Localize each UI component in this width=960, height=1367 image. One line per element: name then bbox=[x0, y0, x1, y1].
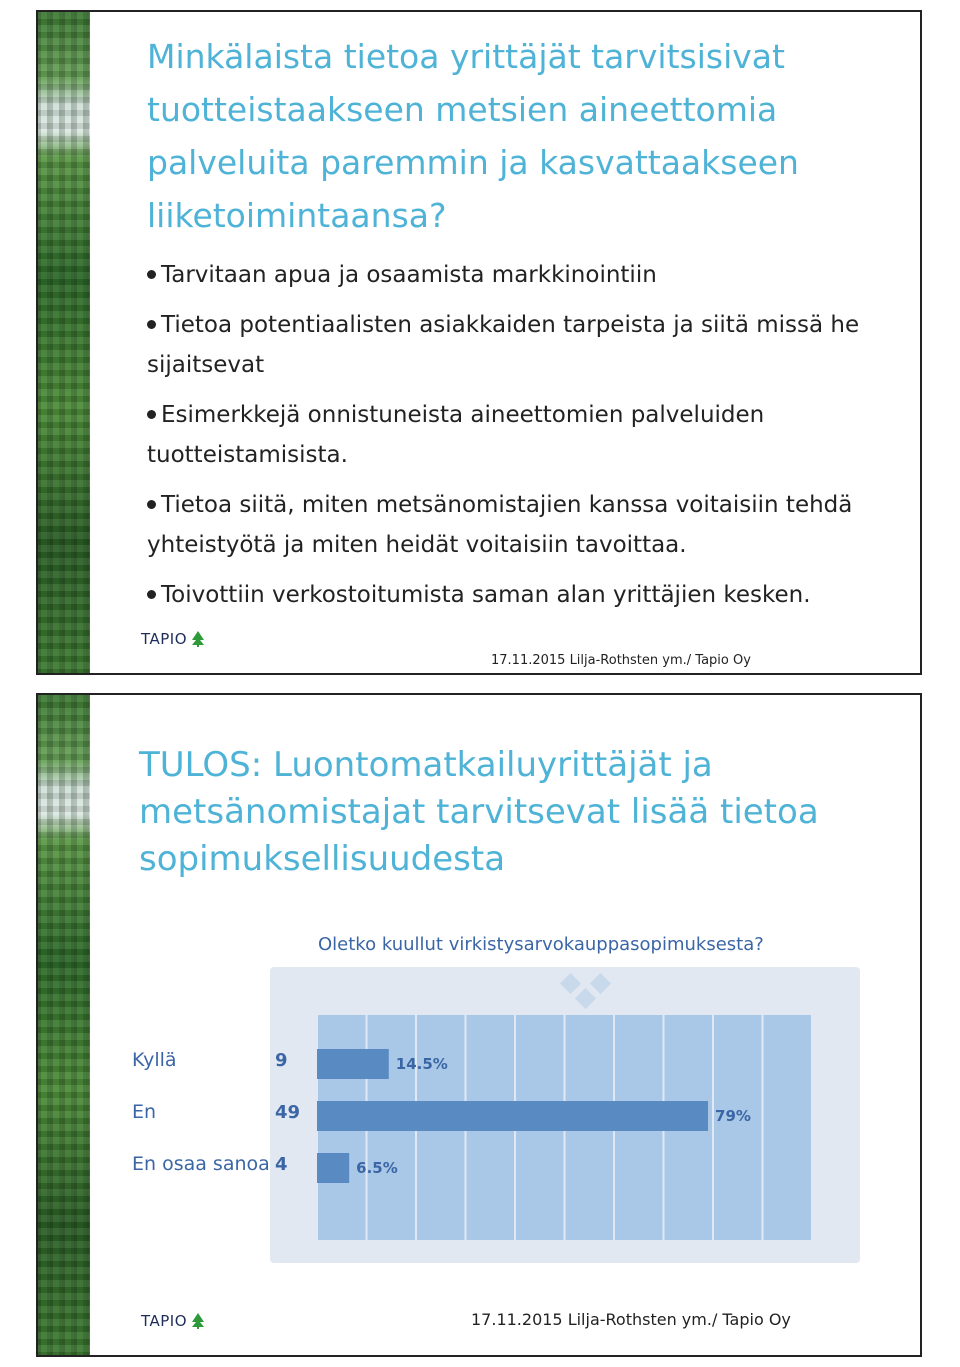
bullet-item: Tietoa potentiaalisten asiakkaiden tarpeista ja siitä missä he sijaitsevat bbox=[147, 312, 860, 378]
bar bbox=[317, 1049, 389, 1079]
category-label: En bbox=[132, 1101, 157, 1123]
bullet-item: Toivottiin verkostoitumista saman alan yrittäjien kesken. bbox=[147, 575, 907, 615]
bullet-list bbox=[147, 255, 907, 625]
tapio-logo bbox=[141, 630, 205, 648]
data-label: 14.5% bbox=[395, 1055, 448, 1073]
slide-2 bbox=[36, 693, 922, 1357]
tapio-logo bbox=[141, 1312, 205, 1330]
logo-text: TAPIO bbox=[141, 630, 188, 648]
diamond-decoration bbox=[590, 973, 611, 994]
grid-column bbox=[714, 1015, 762, 1240]
count-label: 49 bbox=[275, 1102, 301, 1123]
bullet-dot-icon bbox=[147, 320, 156, 329]
bar bbox=[317, 1101, 708, 1131]
slide-1 bbox=[36, 10, 922, 675]
bullet-item: Tietoa siitä, miten metsänomistajien kanssa voitaisiin tehdä yhteistyötä ja miten heidät voitaisiin tavoittaa. bbox=[147, 492, 853, 558]
diamond-decoration bbox=[575, 988, 596, 1009]
logo-text: TAPIO bbox=[141, 1312, 188, 1330]
forest-image bbox=[38, 12, 90, 673]
bar-chart bbox=[38, 695, 922, 1357]
slide-2-footer: 17.11.2015 Lilja-Rothsten ym./ Tapio Oy bbox=[471, 1310, 791, 1329]
count-label: 4 bbox=[275, 1154, 288, 1175]
tree-icon bbox=[191, 631, 205, 647]
chart-title: Oletko kuullut virkistysarvokauppasopimuksesta? bbox=[318, 934, 764, 955]
bar bbox=[317, 1153, 349, 1183]
bullet-dot-icon bbox=[147, 270, 156, 279]
slide-1-title: Minkälaista tietoa yrittäjät tarvitsisivat tuotteistaakseen metsien aineettomia palveluita paremmin ja kasvattaakseen liiketoimintaansa? bbox=[147, 37, 799, 235]
slide-2-title: TULOS: Luontomatkailuyrittäjät ja metsänomistajat tarvitsevat lisää tietoa sopimuksellisuudesta bbox=[139, 745, 819, 879]
slide-1-footer: 17.11.2015 Lilja-Rothsten ym./ Tapio Oy bbox=[491, 653, 751, 668]
category-label: En osaa sanoa bbox=[132, 1153, 270, 1175]
category-label: Kyllä bbox=[132, 1049, 177, 1071]
count-label: 9 bbox=[275, 1050, 288, 1071]
diamond-decoration bbox=[560, 973, 581, 994]
bullet-dot-icon bbox=[147, 590, 156, 599]
grid-column bbox=[764, 1015, 812, 1240]
bullet-item: Tarvitaan apua ja osaamista markkinointiin bbox=[147, 255, 907, 295]
bullet-dot-icon bbox=[147, 410, 156, 419]
tree-icon bbox=[191, 1313, 205, 1329]
bullet-dot-icon bbox=[147, 500, 156, 509]
data-label: 79% bbox=[715, 1107, 751, 1125]
bullet-item: Esimerkkejä onnistuneista aineettomien palveluiden tuotteistamisista. bbox=[147, 402, 765, 468]
data-label: 6.5% bbox=[356, 1159, 398, 1177]
